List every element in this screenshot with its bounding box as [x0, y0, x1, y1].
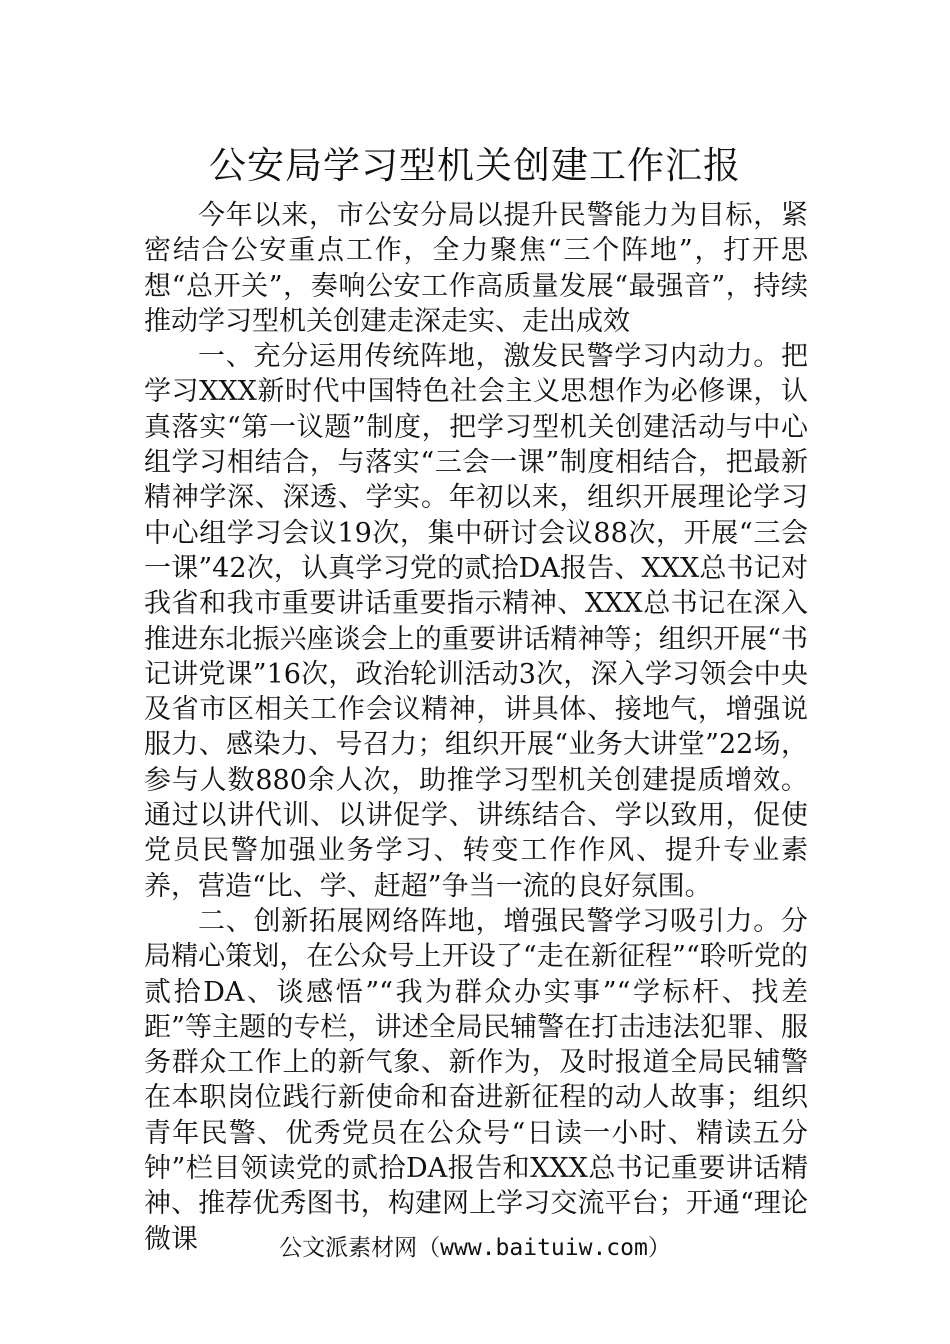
paragraph-section-one: 一、充分运用传统阵地，激发民警学习内动力。把学习XXX新时代中国特色社会主义思想作为必修课，认真落实“第一议题”制度，把学习型机关创建活动与中心组学习相结合，与落实“三会一课”制度相结合，把最新精神学深、深透、学实。年初以来，组织开展理论学习中心组学习会议19次，集中研讨会议88次，开展“三会一课”42次，认真学习党的贰拾DA报告、XXX总书记对我省和我市重要讲话重要指示精神、XXX总书记在深入推进东北振兴座谈会上的重要讲话精神等；组织开展“书记讲党课”16次，政治轮训活动3次，深入学习领会中央及省市区相关工作会议精神，讲具体、接地气，增强说服力、感染力、号召力；组织开展“业务大讲堂”22场，参与人数880余人次，助推学习型机关创建提质增效。通过以讲代训、以讲促学、讲练结合、学以致用，促使党员民警加强业务学习、转变工作作风、提升专业素养，营造“比、学、赶超”争当一流的良好氛围。 — [144, 341, 808, 902]
source-watermark-footer: 公文派素材网（www.baituiw.com） — [279, 1235, 671, 1261]
document-title: 公安局学习型机关创建工作汇报 — [209, 144, 741, 187]
paragraph-intro: 今年以来，市公安分局以提升民警能力为目标，紧密结合公安重点工作，全力聚焦“三个阵地”，打开思想“总开关”，奏响公安工作高质量发展“最强音”，持续推动学习型机关创建走深走实、走出成效 — [144, 200, 808, 337]
document-body — [144, 198, 808, 1257]
paragraph-section-two: 二、创新拓展网络阵地，增强民警学习吸引力。分局精心策划，在公众号上开设了“走在新征程”“聆听党的贰拾DA、谈感悟”“我为群众办实事”“学标杆、找差距”等主题的专栏，讲述全局民辅警在打击违法犯罪、服务群众工作上的新气象、新作为，及时报道全局民辅警在本职岗位践行新使命和奋进新征程的动人故事；组织青年民警、优秀党员在公众号“日读一小时、精读五分钟”栏目领读党的贰拾DA报告和XXX总书记重要讲话精神、推荐优秀图书，构建网上学习交流平台；开通“理论微课 — [144, 905, 808, 1255]
